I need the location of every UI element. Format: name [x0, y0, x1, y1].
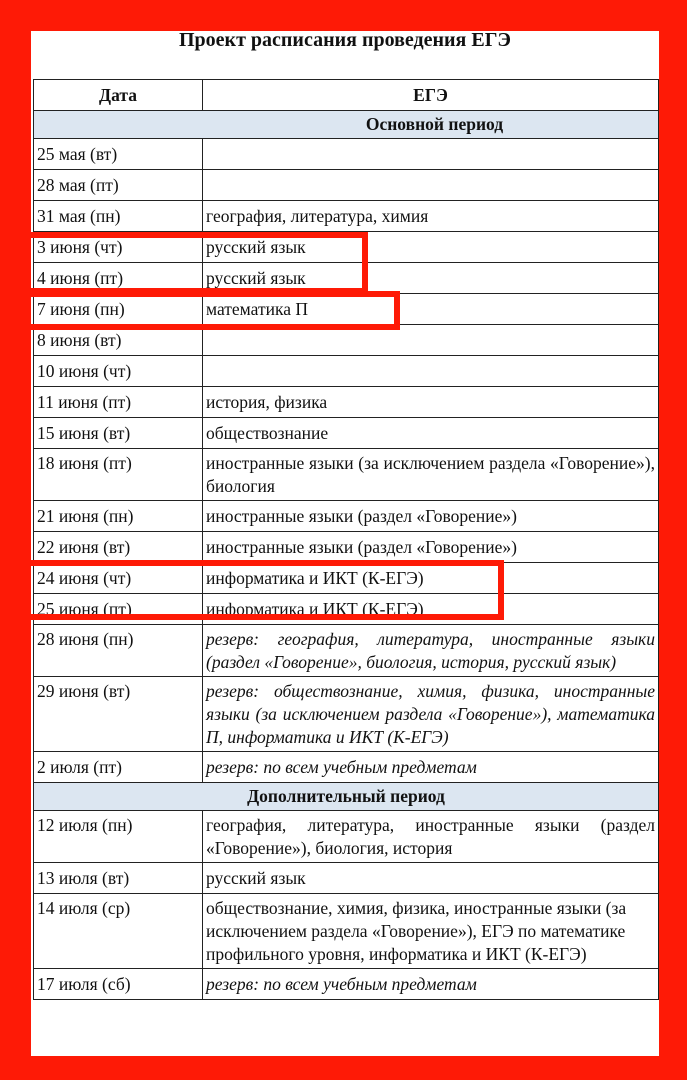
row-date: 10 июня (чт) — [34, 356, 203, 387]
row-date: 28 мая (пт) — [34, 170, 203, 201]
extra-period-label: Дополнительный период — [34, 783, 659, 811]
row-date: 11 июня (пт) — [34, 387, 203, 418]
table-row — [34, 418, 659, 449]
row-exam: информатика и ИКТ (К-ЕГЭ) — [203, 594, 659, 625]
row-exam — [203, 170, 659, 201]
row-exam: математика П — [203, 294, 659, 325]
row-exam: иностранные языки (раздел «Говорение») — [203, 532, 659, 563]
row-date: 13 июля (вт) — [34, 863, 203, 894]
row-exam: резерв: по всем учебным предметам — [203, 752, 659, 783]
row-exam: резерв: обществознание, химия, физика, иностранные языки (за исключением раздела «Говорение»), математика П, информатика и ИКТ (К-ЕГЭ) — [203, 677, 659, 752]
row-exam: резерв: по всем учебным предметам — [203, 969, 659, 1000]
row-exam: обществознание, химия, физика, иностранные языки (за исключением раздела «Говорение»), ЕГЭ по математике профильного уровня, информатика и ИКТ (К-ЕГЭ) — [203, 894, 659, 969]
main-period-label: Основной период — [34, 111, 659, 139]
row-date: 15 июня (вт) — [34, 418, 203, 449]
table-row — [34, 811, 659, 863]
row-date: 4 июня (пт) — [34, 263, 203, 294]
row-date: 28 июня (пн) — [34, 625, 203, 677]
row-date: 2 июля (пт) — [34, 752, 203, 783]
extra-period-row — [34, 783, 659, 811]
table-row — [34, 752, 659, 783]
table-row — [34, 969, 659, 1000]
table-header-row — [34, 80, 659, 111]
table-row — [34, 139, 659, 170]
row-exam: иностранные языки (за исключением раздела «Говорение»), биология — [203, 449, 659, 501]
row-date: 31 мая (пн) — [34, 201, 203, 232]
row-date: 7 июня (пн) — [34, 294, 203, 325]
row-date: 25 июня (пт) — [34, 594, 203, 625]
row-date: 22 июня (вт) — [34, 532, 203, 563]
row-exam: русский язык — [203, 263, 659, 294]
row-exam — [203, 139, 659, 170]
table-row — [34, 263, 659, 294]
row-exam: русский язык — [203, 863, 659, 894]
row-date: 17 июля (сб) — [34, 969, 203, 1000]
row-exam: информатика и ИКТ (К-ЕГЭ) — [203, 563, 659, 594]
table-row — [34, 894, 659, 969]
row-exam: обществознание — [203, 418, 659, 449]
table-row — [34, 449, 659, 501]
row-date: 3 июня (чт) — [34, 232, 203, 263]
header-date: Дата — [34, 80, 203, 111]
table-row — [34, 387, 659, 418]
row-date: 14 июля (ср) — [34, 894, 203, 969]
table-row — [34, 677, 659, 752]
row-date: 12 июля (пн) — [34, 811, 203, 863]
row-exam: русский язык — [203, 232, 659, 263]
table-row — [34, 170, 659, 201]
document-page — [31, 31, 659, 1056]
table-row — [34, 325, 659, 356]
row-date: 21 июня (пн) — [34, 501, 203, 532]
row-date: 29 июня (вт) — [34, 677, 203, 752]
table-row — [34, 294, 659, 325]
row-date: 18 июня (пт) — [34, 449, 203, 501]
table-row — [34, 594, 659, 625]
table-row — [34, 563, 659, 594]
header-exam: ЕГЭ — [203, 80, 659, 111]
row-exam: история, физика — [203, 387, 659, 418]
schedule-table — [33, 79, 659, 1000]
row-exam — [203, 356, 659, 387]
table-row — [34, 501, 659, 532]
table-row — [34, 532, 659, 563]
row-exam: география, литература, иностранные языки (раздел «Говорение»), биология, история — [203, 811, 659, 863]
table-row — [34, 201, 659, 232]
row-date: 8 июня (вт) — [34, 325, 203, 356]
table-row — [34, 232, 659, 263]
row-exam: резерв: география, литература, иностранные языки (раздел «Говорение», биология, история, русский язык) — [203, 625, 659, 677]
table-row — [34, 863, 659, 894]
row-exam — [203, 325, 659, 356]
main-period-row — [34, 111, 659, 139]
row-exam: иностранные языки (раздел «Говорение») — [203, 501, 659, 532]
table-row — [34, 356, 659, 387]
table-row — [34, 625, 659, 677]
row-date: 24 июня (чт) — [34, 563, 203, 594]
row-exam: география, литература, химия — [203, 201, 659, 232]
document-title: Проект расписания проведения ЕГЭ — [179, 31, 511, 51]
row-date: 25 мая (вт) — [34, 139, 203, 170]
